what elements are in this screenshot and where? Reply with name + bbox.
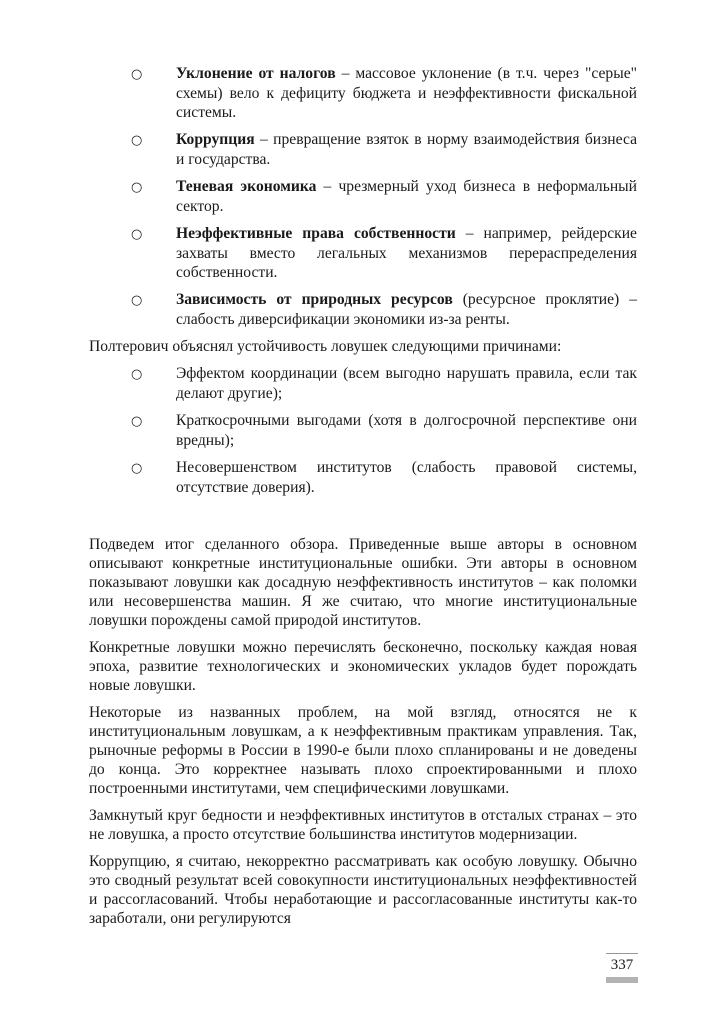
list-item [89, 177, 637, 216]
list-item-term: Неэффективные права собственности [176, 225, 456, 242]
list-item-text: Краткосрочными выгодами (хотя в долгосрочной перспективе они вредны); [176, 412, 637, 449]
body-paragraph: Конкретные ловушки можно перечислять бесконечно, поскольку каждая новая эпоха, развитие технологических и экономических укладов будет порождать новые ловушки. [89, 639, 637, 694]
list-item-text: – например, рейдерские захваты вместо легальных механизмов перераспределения собственности. [176, 225, 637, 281]
bullet-list-problems [89, 64, 637, 329]
list-item-text: – чрезмерный уход бизнеса в неформальный сектор. [176, 178, 637, 215]
hollow-circle-bullet-icon: ○ [131, 367, 143, 382]
hollow-circle-bullet-icon: ○ [131, 133, 143, 148]
body-paragraph: Коррупцию, я считаю, некорректно рассматривать как особую ловушку. Обычно это сводный результат всей совокупности институциональных неэффективностей и рассогласований. Чтобы неработающие и рассогласованные институты как-то заработали, они регулируются [89, 853, 637, 927]
hollow-circle-bullet-icon: ○ [131, 67, 143, 82]
list-item-term: Теневая экономика [176, 178, 317, 195]
list-item [89, 458, 637, 497]
page-footer [606, 953, 638, 983]
intro-paragraph: Полтерович объяснял устойчивость ловушек следующими причинами: [89, 338, 562, 355]
list-item-term: Зависимость от природных ресурсов [176, 291, 453, 308]
list-item-term: Коррупция [176, 131, 255, 148]
hollow-circle-bullet-icon: ○ [131, 414, 143, 429]
list-item-term: Уклонение от налогов [176, 65, 336, 82]
hollow-circle-bullet-icon: ○ [131, 293, 143, 308]
hollow-circle-bullet-icon: ○ [131, 180, 143, 195]
footer-bar [606, 977, 638, 983]
footer-rule [606, 953, 638, 954]
hollow-circle-bullet-icon: ○ [131, 461, 143, 476]
list-item [89, 411, 637, 450]
list-item [89, 290, 637, 329]
body-paragraph: Подведем итог сделанного обзора. Приведенные выше авторы в основном описывают конкретные институциональные ошибки. Эти авторы в основном показывают ловушки как досадную неэффективность институтов – как поломки или несовершенства машин. Я же считаю, что многие институциональные ловушки порождены самой природой институтов. [89, 536, 637, 629]
document-page [89, 64, 637, 936]
list-item [89, 64, 637, 122]
list-item [89, 224, 637, 282]
body-paragraph: Замкнутый круг бедности и неэффективных институтов в отсталых странах – это не ловушка, а просто отсутствие большинства институтов модернизации. [89, 807, 637, 843]
list-item [89, 130, 637, 169]
body-paragraph: Некоторые из названных проблем, на мой взгляд, относятся не к институциональным ловушкам, а к неэффективным практикам управления. Так, рыночные реформы в России в 1990-е были плохо спланированы и не доведены до конца. Это корректнее называть плохо спроектированными и плохо построенными институтами, чем специфическими ловушками. [89, 704, 637, 797]
section-gap [89, 505, 637, 535]
page-number: 337 [610, 957, 634, 973]
hollow-circle-bullet-icon: ○ [131, 227, 143, 242]
bullet-list-causes [89, 364, 637, 497]
list-item-text: (ресурсное проклятие) – слабость диверсификации экономики из-за ренты. [176, 291, 637, 328]
list-item-text: – превращение взяток в норму взаимодействия бизнеса и государства. [176, 131, 637, 168]
list-item-text: Эффектом координации (всем выгодно нарушать правила, если так делают другие); [176, 365, 637, 402]
list-item-text: – массовое уклонение (в т.ч. через "серые" схемы) вело к дефициту бюджета и неэффективности фискальной системы. [176, 65, 637, 121]
list-item [89, 364, 637, 403]
list-item-text: Несовершенством институтов (слабость правовой системы, отсутствие доверия). [176, 459, 637, 496]
